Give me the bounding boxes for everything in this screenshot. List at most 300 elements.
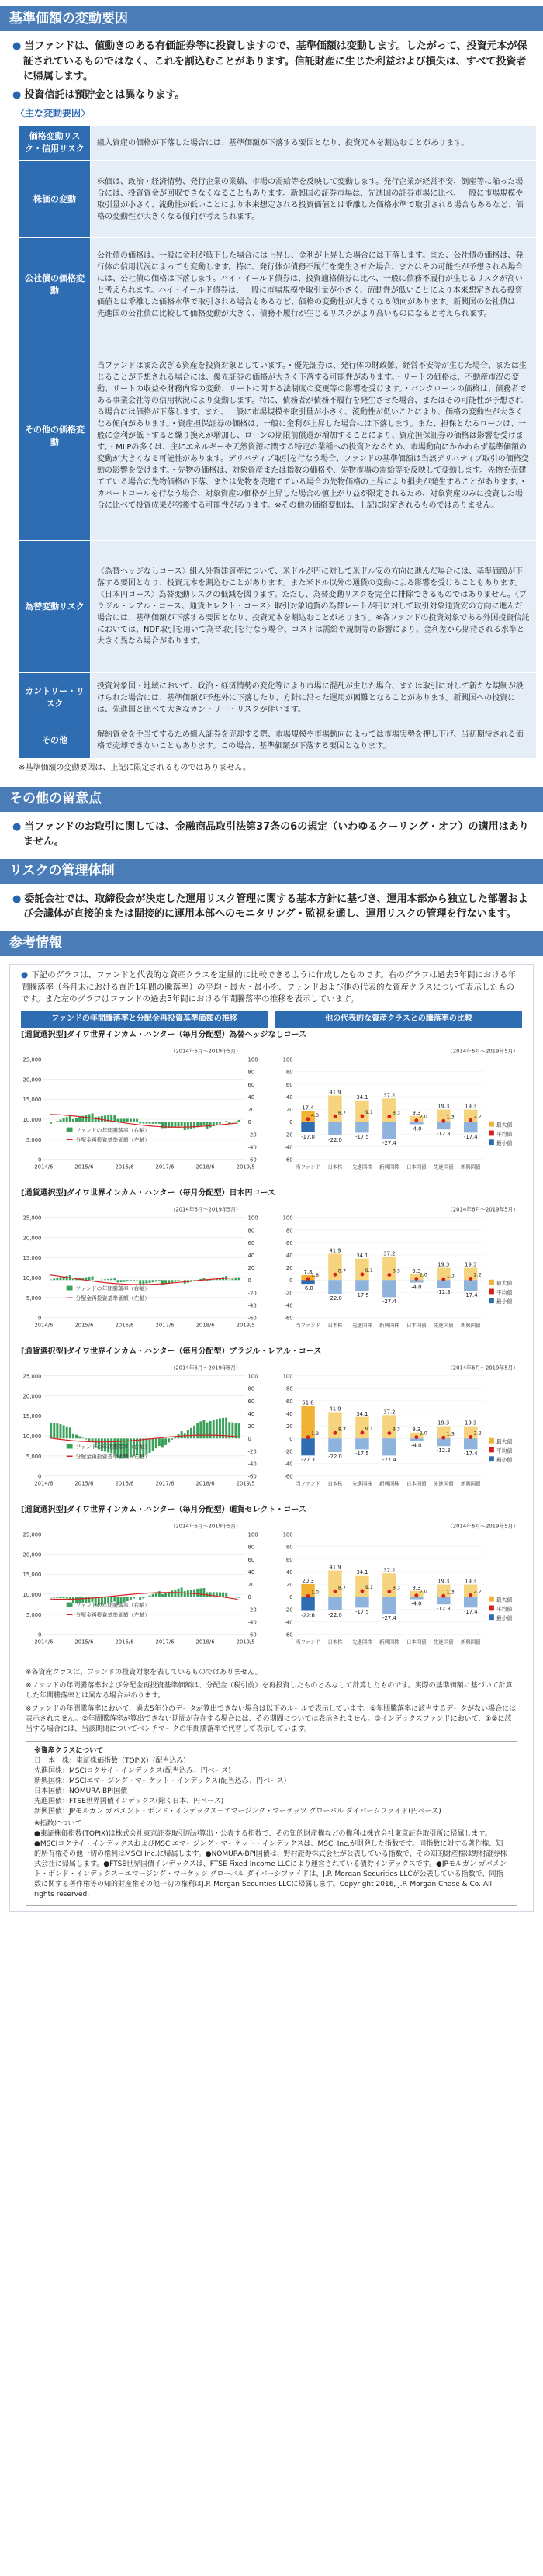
y-left-tick: 20,000 <box>22 1234 42 1241</box>
y-right-tick: 60 <box>247 1398 255 1405</box>
avg-point <box>333 1114 337 1118</box>
right-chart-header: 他の代表的な資産クラスとの騰落率の比較 <box>275 1011 522 1028</box>
y-left-tick: 10,000 <box>22 1433 42 1440</box>
y-left-tick: 5,000 <box>26 1136 42 1143</box>
period-label: （2014年6月〜2019年5月） <box>447 1206 519 1213</box>
return-bar <box>56 1278 58 1280</box>
chart-title: [通貨選択型]ダイワ世界インカム・ハンター（毎月分配型）通貨セレクト・コース <box>21 1505 306 1514</box>
risk-row <box>19 238 537 331</box>
legend-label: 平均値 <box>496 1605 513 1612</box>
avg-point <box>333 1430 337 1434</box>
y-right-tick: 40 <box>247 1410 255 1417</box>
min-bar <box>355 1438 368 1449</box>
return-bar <box>133 1597 135 1598</box>
y-right-tick: 80 <box>247 1385 255 1392</box>
return-bar <box>133 1280 135 1281</box>
avg-label: 1.3 <box>446 1114 455 1120</box>
return-bar <box>164 1593 167 1597</box>
chart-title: [通貨選択型]ダイワ世界インカム・ハンター（毎月分配型）日本円コース <box>21 1188 276 1198</box>
y-tick: -40 <box>284 1461 293 1468</box>
min-bar <box>355 1280 368 1291</box>
avg-label: 8.3 <box>392 1268 400 1274</box>
min-bar <box>382 1122 396 1139</box>
risk-label: 為替変動リスク <box>19 541 91 673</box>
fund-history-chart <box>21 1202 272 1342</box>
avg-point <box>414 1277 418 1281</box>
legend-swatch <box>489 1279 494 1285</box>
y-left-tick: 25,000 <box>22 1215 42 1222</box>
y-tick: 0 <box>289 1277 293 1284</box>
avg-label: 8.7 <box>337 1109 346 1115</box>
category-label: 先進国株 <box>352 1480 372 1486</box>
min-label: -17.4 <box>463 1133 478 1140</box>
return-bar <box>126 1597 129 1601</box>
y-tick: 60 <box>285 1081 293 1088</box>
min-label: -27.3 <box>301 1456 315 1463</box>
return-bar <box>139 1122 141 1123</box>
y-tick: -60 <box>284 1315 293 1322</box>
y-right-tick: 20 <box>247 1423 255 1430</box>
avg-point <box>441 1118 445 1122</box>
section-title: リスクの管理体制 <box>9 863 115 879</box>
return-bar <box>92 1113 94 1122</box>
min-label: -22.0 <box>328 1136 342 1143</box>
avg-point <box>441 1593 445 1597</box>
min-bar <box>328 1597 341 1610</box>
asset-compare-chart <box>279 1361 522 1500</box>
period-label: （2014年6月〜2019年5月） <box>170 1048 241 1055</box>
avg-label: 8.7 <box>337 1426 346 1432</box>
y-tick: 40 <box>285 1252 293 1259</box>
min-label: -12.3 <box>436 1447 451 1454</box>
legend-swatch <box>489 1596 494 1601</box>
y-right-tick: 20 <box>247 1264 255 1271</box>
return-bar <box>126 1280 129 1281</box>
return-bar <box>56 1121 58 1122</box>
y-tick: 40 <box>285 1410 293 1417</box>
return-bar <box>174 1437 176 1438</box>
section-heading-risk-management <box>0 859 543 884</box>
index-lines <box>34 1756 509 1817</box>
y-left-tick: 15,000 <box>22 1096 42 1103</box>
return-bar <box>222 1592 224 1597</box>
min-label: -6.0 <box>303 1285 313 1291</box>
max-label: 19.3 <box>464 1103 477 1110</box>
y-tick: -40 <box>284 1144 293 1151</box>
y-tick: 60 <box>285 1556 293 1563</box>
return-bar <box>142 1280 144 1284</box>
y-left-tick: 15,000 <box>22 1254 42 1261</box>
risk-label: その他の価格変動 <box>19 331 91 541</box>
risk-label: 公社債の価格変動 <box>19 238 91 331</box>
asset-compare-chart <box>279 1044 522 1184</box>
legend-swatch <box>489 1288 494 1294</box>
risk-note: ● 投資信託は預貯金とは異なります。 <box>12 88 185 101</box>
min-bar <box>382 1597 396 1614</box>
return-bar <box>187 1430 189 1437</box>
return-bar <box>158 1438 161 1446</box>
legend-label: 平均値 <box>496 1288 513 1295</box>
min-bar <box>382 1438 396 1455</box>
legend-swatch <box>67 1127 73 1132</box>
legend-label: 最小値 <box>496 1298 513 1305</box>
risk-table <box>19 125 537 758</box>
y-tick: -60 <box>284 1156 293 1163</box>
footnote: ※ファンドの年間騰落率において、過去5年分のデータが算出できない場合は以下のルールで表示しています。①年間騰落率に該当するデータがない場合には表示されません。②年間騰落率が算出できない期間が存在する場合には、その期間については表示されません。③インデックスファンドにおいて、①②に該当する場合には、当該期間についてベンチマークの年間騰落率で代替して表示しています。 <box>26 1704 517 1733</box>
chart-row <box>10 1357 533 1503</box>
category-label: 日本株 <box>327 1638 343 1645</box>
avg-label: 1.3 <box>446 1430 455 1437</box>
max-label: 19.3 <box>438 1261 450 1268</box>
return-bar <box>235 1121 237 1122</box>
return-bar <box>238 1423 240 1438</box>
avg-point <box>469 1277 472 1281</box>
return-bar <box>101 1279 103 1280</box>
y-left-tick: 10,000 <box>22 1591 42 1598</box>
chart-headers <box>10 1011 533 1028</box>
return-bar <box>199 1122 202 1126</box>
y-tick: 80 <box>285 1069 293 1076</box>
legend-label: 分配金再投資基準価額（左軸） <box>75 1611 150 1618</box>
legend-label: 分配金再投資基準価額（左軸） <box>75 1453 150 1460</box>
category-label: 先進国株 <box>352 1322 372 1328</box>
y-tick: 100 <box>282 1531 293 1538</box>
return-bar <box>85 1277 87 1280</box>
avg-point <box>441 1435 445 1439</box>
return-bar <box>184 1122 186 1130</box>
y-left-tick: 0 <box>38 1631 42 1638</box>
return-bar <box>53 1423 55 1438</box>
main-factors-label: 〈主な変動要因〉 <box>16 108 91 119</box>
avg-label: 2.2 <box>473 1272 482 1278</box>
return-bar <box>158 1280 161 1281</box>
category-label: 先進国債 <box>433 1480 454 1486</box>
section-title: 基準価額の変動要因 <box>9 10 128 26</box>
max-label: 37.2 <box>383 1566 396 1573</box>
return-bar <box>145 1122 147 1123</box>
legend-swatch <box>489 1614 494 1620</box>
section-heading-reference <box>0 931 543 956</box>
return-bar <box>190 1122 192 1129</box>
y-left-tick: 5,000 <box>26 1453 42 1460</box>
return-bar <box>225 1121 227 1122</box>
return-bar <box>81 1437 84 1438</box>
y-right-tick: 40 <box>247 1094 255 1101</box>
y-right-tick: 80 <box>247 1544 255 1551</box>
y-left-tick: 20,000 <box>22 1076 42 1083</box>
return-bar <box>164 1438 167 1445</box>
x-tick: 2017/6 <box>155 1163 175 1170</box>
return-bar <box>53 1278 55 1280</box>
return-bar <box>231 1278 233 1280</box>
legend-label: 平均値 <box>496 1447 513 1454</box>
avg-point <box>306 1277 310 1281</box>
return-bar <box>72 1118 74 1121</box>
x-tick: 2019/5 <box>236 1638 255 1645</box>
min-label: -27.4 <box>382 1456 396 1463</box>
avg-point <box>360 1589 364 1593</box>
avg-label: 2.2 <box>473 1430 482 1437</box>
return-bar <box>139 1597 141 1600</box>
legend-label: 最小値 <box>496 1456 513 1463</box>
x-tick: 2015/6 <box>74 1638 94 1645</box>
return-bar <box>225 1592 227 1596</box>
category-label: 先進国債 <box>433 1638 454 1645</box>
return-bar <box>152 1122 154 1124</box>
period-label: （2014年6月〜2019年5月） <box>447 1048 519 1055</box>
cooling-off-text: 当ファンドのお取引に関しては、金融商品取引法第37条の6の規定（いわゆるクーリング・オフ）の適用はありません。 <box>23 820 529 848</box>
return-bar <box>238 1120 240 1122</box>
max-label: 7.8 <box>303 1268 313 1275</box>
min-bar <box>301 1597 314 1610</box>
return-bar <box>78 1436 81 1438</box>
y-tick: -60 <box>284 1473 293 1480</box>
category-label: 新興国債 <box>460 1322 481 1328</box>
chart-row <box>10 1516 533 1662</box>
y-left-tick: 0 <box>38 1473 42 1480</box>
return-bar <box>56 1597 58 1598</box>
min-bar <box>328 1280 341 1294</box>
chart-row <box>10 1041 533 1187</box>
y-right-tick: 40 <box>247 1252 255 1259</box>
legend-swatch <box>489 1298 494 1303</box>
return-bar <box>206 1122 209 1129</box>
return-bar <box>149 1595 151 1597</box>
min-label: -17.4 <box>463 1291 478 1298</box>
left-chart-header: ファンドの年間騰落率と分配金再投資基準価額の推移 <box>21 1011 268 1028</box>
risk-description: 解約資金を手当てするため組入証券を売却する際、市場規模や市場動向によっては市場実勢を押し下げ、当初期待される価格で売却できないこともあります。この場合、基準価額が下落する要因となります。 <box>91 723 537 758</box>
y-left-tick: 0 <box>38 1156 42 1163</box>
risk-description: 組入資産の価格が下落した場合には、基準価額が下落する要因となり、投資元本を割込むことがあります。 <box>91 126 537 161</box>
avg-point <box>306 1117 310 1121</box>
category-label: 先進国株 <box>352 1163 372 1170</box>
x-tick: 2014/6 <box>34 1638 54 1645</box>
y-right-tick: 0 <box>247 1277 251 1284</box>
y-tick: 0 <box>289 1593 293 1600</box>
return-bar <box>171 1590 173 1597</box>
y-tick: 80 <box>285 1385 293 1392</box>
index-line: 日本国債：NOMURA-BPI国債 <box>34 1787 128 1795</box>
y-right-tick: -40 <box>247 1461 257 1468</box>
y-right-tick: -60 <box>247 1315 257 1322</box>
x-tick: 2018/6 <box>195 1479 215 1486</box>
max-label: 9.3 <box>412 1267 421 1274</box>
max-label: 9.3 <box>412 1584 421 1591</box>
risk-label: その他 <box>19 723 91 758</box>
return-bar <box>168 1438 170 1442</box>
return-bar <box>69 1427 71 1438</box>
y-left-tick: 15,000 <box>22 1571 42 1578</box>
return-bar <box>149 1280 151 1283</box>
return-bar <box>130 1280 132 1281</box>
y-right-tick: 0 <box>247 1435 251 1442</box>
y-tick: 0 <box>289 1435 293 1442</box>
nav-line <box>50 1114 237 1126</box>
avg-point <box>387 1590 391 1593</box>
x-tick: 2015/6 <box>74 1321 94 1328</box>
min-bar <box>437 1438 450 1446</box>
return-bar <box>72 1597 74 1603</box>
max-label: 41.9 <box>329 1247 341 1254</box>
return-bar <box>50 1422 52 1437</box>
return-bar <box>178 1280 180 1281</box>
avg-point <box>306 1594 310 1598</box>
category-label: 先進国株 <box>352 1638 372 1645</box>
charts-container <box>10 1028 533 1662</box>
return-bar <box>139 1280 141 1285</box>
category-label: 先進国債 <box>433 1163 454 1170</box>
return-bar <box>56 1423 58 1438</box>
min-label: -4.0 <box>411 1283 422 1290</box>
risk-row <box>19 541 537 673</box>
max-label: 51.8 <box>302 1399 314 1406</box>
min-bar <box>437 1122 450 1129</box>
legend-label: 最大値 <box>496 1438 513 1445</box>
y-tick: 20 <box>285 1423 293 1430</box>
return-bar <box>206 1280 209 1281</box>
return-bar <box>155 1280 157 1281</box>
legend-label: ファンドの年間騰落率（右軸） <box>75 1285 150 1291</box>
section-title: その他の留意点 <box>9 791 102 807</box>
max-label: 37.2 <box>383 1250 396 1257</box>
index-line: 新興国債：JPモルガン ガバメント・ボンド・インデックス－エマージング・マーケッツ グローバル ダイバーシファイド(円ベース) <box>34 1808 441 1816</box>
y-left-tick: 10,000 <box>22 1274 42 1281</box>
min-bar <box>464 1122 477 1132</box>
min-label: -17.4 <box>463 1450 478 1457</box>
x-tick: 2015/6 <box>74 1479 94 1486</box>
return-bar <box>136 1118 138 1122</box>
y-right-tick: -20 <box>247 1447 257 1454</box>
x-tick: 2014/6 <box>34 1321 54 1328</box>
return-bar <box>178 1122 180 1127</box>
avg-label: 8.3 <box>392 1585 400 1591</box>
max-label: 34.1 <box>356 1094 368 1101</box>
avg-label: 8.3 <box>392 1427 400 1433</box>
x-tick: 2014/6 <box>34 1479 54 1486</box>
y-right-tick: 100 <box>247 1531 258 1538</box>
y-left-tick: 5,000 <box>26 1611 42 1618</box>
min-bar <box>301 1438 314 1455</box>
return-bar <box>238 1277 240 1280</box>
avg-point <box>333 1272 337 1276</box>
avg-point <box>387 1115 391 1118</box>
avg-label: 2.2 <box>473 1589 482 1595</box>
return-bar <box>193 1589 195 1597</box>
section-title: 参考情報 <box>9 935 62 952</box>
return-bar <box>174 1280 176 1281</box>
min-label: -17.5 <box>355 1291 369 1298</box>
risk-row <box>19 723 537 758</box>
y-left-tick: 5,000 <box>26 1295 42 1302</box>
risk-label: 株価の変動 <box>19 161 91 238</box>
min-label: -12.3 <box>436 1288 451 1295</box>
return-bar <box>95 1117 97 1122</box>
max-label: 37.2 <box>383 1408 396 1415</box>
return-bar <box>66 1597 68 1598</box>
risk-row <box>19 673 537 723</box>
max-label: 20.3 <box>302 1577 314 1584</box>
fund-history-chart <box>21 1044 272 1184</box>
legend-swatch <box>67 1285 73 1290</box>
max-label: 19.3 <box>438 1578 450 1585</box>
min-bar <box>328 1122 341 1135</box>
return-bar <box>206 1422 209 1438</box>
return-bar <box>104 1279 106 1280</box>
y-right-tick: 80 <box>247 1069 255 1076</box>
return-bar <box>85 1438 87 1439</box>
x-tick: 2017/6 <box>155 1638 175 1645</box>
return-bar <box>69 1115 71 1122</box>
min-label: -22.6 <box>301 1611 315 1618</box>
legend-swatch <box>67 1602 73 1607</box>
section-heading-risk <box>0 6 543 31</box>
avg-label: 4.3 <box>310 1112 319 1118</box>
max-label: 19.3 <box>464 1420 477 1427</box>
return-bar <box>123 1280 126 1281</box>
fund-history-chart <box>21 1361 272 1500</box>
return-bar <box>187 1122 189 1129</box>
index-title: ※資産クラスについて <box>34 1746 104 1755</box>
y-tick: -20 <box>284 1606 293 1613</box>
y-right-tick: 0 <box>247 1118 251 1125</box>
avg-point <box>387 1273 391 1277</box>
return-bar <box>66 1275 68 1279</box>
y-tick: -60 <box>284 1631 293 1638</box>
return-bar <box>78 1117 81 1122</box>
return-bar <box>202 1588 205 1597</box>
y-right-tick: 20 <box>247 1581 255 1588</box>
category-label: 日本国債 <box>406 1322 427 1328</box>
category-label: 日本株 <box>327 1322 343 1328</box>
y-right-tick: 20 <box>247 1106 255 1113</box>
legend-label: ファンドの年間騰落率（右軸） <box>75 1443 150 1450</box>
avg-label: 9.1 <box>365 1426 373 1432</box>
risk-row <box>19 126 537 161</box>
legend-swatch <box>489 1130 494 1135</box>
avg-point <box>469 1435 472 1439</box>
legend-swatch <box>489 1437 494 1443</box>
y-right-tick: -20 <box>247 1289 257 1296</box>
x-tick: 2016/6 <box>115 1163 134 1170</box>
y-left-tick: 20,000 <box>22 1392 42 1399</box>
max-label: 19.3 <box>464 1578 477 1585</box>
return-bar <box>72 1279 74 1280</box>
y-tick: 0 <box>289 1118 293 1125</box>
y-left-tick: 20,000 <box>22 1551 42 1558</box>
category-label: 当ファンド <box>296 1322 320 1328</box>
min-label: -22.0 <box>328 1611 342 1618</box>
return-bar <box>209 1280 212 1281</box>
asset-compare-chart <box>279 1519 522 1659</box>
avg-label: 2.0 <box>419 1114 427 1120</box>
y-right-tick: -40 <box>247 1619 257 1626</box>
category-label: 新興国株 <box>379 1480 399 1486</box>
return-bar <box>63 1597 65 1598</box>
risk-label: カントリー・リスク <box>19 673 91 723</box>
x-tick: 2016/6 <box>115 1479 134 1486</box>
legend-swatch <box>489 1121 494 1126</box>
return-bar <box>171 1438 173 1440</box>
y-tick: 60 <box>285 1239 293 1246</box>
y-tick: 60 <box>285 1398 293 1405</box>
return-bar <box>113 1115 116 1122</box>
category-label: 日本国債 <box>406 1480 427 1486</box>
return-bar <box>174 1589 176 1596</box>
min-label: -27.4 <box>382 1298 396 1305</box>
y-tick: -40 <box>284 1302 293 1309</box>
risk-description: 投資対象国・地域において、政治・経済情勢の変化等により市場に混乱が生じた場合、または取引に対して新たな規制が設けられた場合には、基準価額が予想外に下落したり、方針に沿った運用が困難となることがあります。新興国への投資には、先進国と比べて大きなカントリー・リスクが伴います。 <box>91 673 537 723</box>
return-bar <box>199 1421 202 1438</box>
